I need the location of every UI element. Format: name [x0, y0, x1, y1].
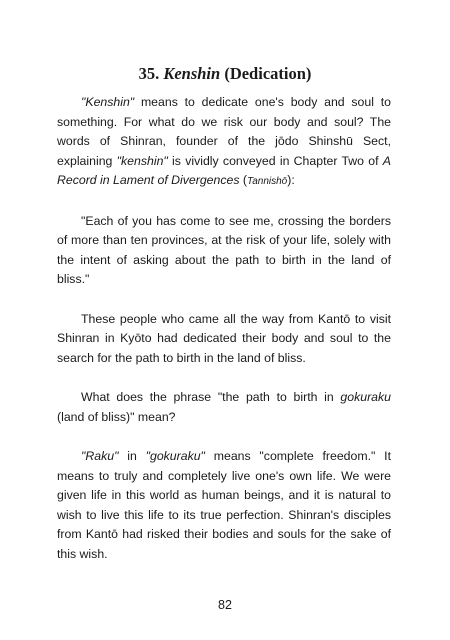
term-gokuraku-quoted: "gokuraku": [145, 449, 205, 463]
body-text: [57, 93, 391, 564]
paragraph-text: (land of bliss)" mean?: [57, 409, 176, 424]
paragraph-4: [57, 388, 391, 427]
page-number: 82: [218, 598, 232, 612]
term-raku: "Raku": [81, 449, 119, 463]
paragraph-text: ):: [287, 173, 295, 187]
page-title: [0, 64, 450, 84]
book-title: A Record in Lament of Divergences: [57, 153, 391, 187]
chapter-term: Kenshin: [163, 64, 221, 83]
term-kenshin-lower: "kenshin": [116, 153, 168, 168]
paragraph-2-quote: "Each of you has come to see me, crossing the borders of more than ten provinces, at the risk of your life, solely with the intent of asking about the path to birth in the land of bliss.": [57, 213, 391, 286]
paragraph-1: [57, 93, 391, 192]
paragraph-text: (: [239, 173, 248, 187]
paragraph-5: [57, 447, 391, 564]
chapter-gloss: (Dedication): [224, 64, 312, 83]
paragraph-text: in: [118, 449, 146, 463]
term-kenshin: "Kenshin": [81, 95, 135, 109]
paragraph-text: is vividly conveyed in Chapter Two of: [167, 153, 383, 168]
paragraph-text: What does the phrase "the path to birth in: [81, 390, 341, 404]
book-title-japanese: Tannishō: [247, 176, 288, 187]
paragraph-3: These people who came all the way from Kantō to visit Shinran in Kyōto had dedicated their body and soul to the search for the path to birth in the land of bliss.: [57, 311, 391, 365]
paragraph-text: means to dedicate one's body and soul to something. For what do we risk our body and soul? The words of Shinran, founder of the jōdo Shinshū Sect, explaining: [57, 95, 391, 168]
paragraph-text: means "complete freedom." It means to truly and completely live one's own life. We were given life in this world as human beings, and it is natural to wish to live this life to its true perfection. Shinran's disciples from Kantō had risked their bodies and souls for the sake of this wish.: [57, 449, 392, 561]
chapter-number: 35.: [138, 64, 160, 83]
term-gokuraku: gokuraku: [340, 390, 391, 404]
